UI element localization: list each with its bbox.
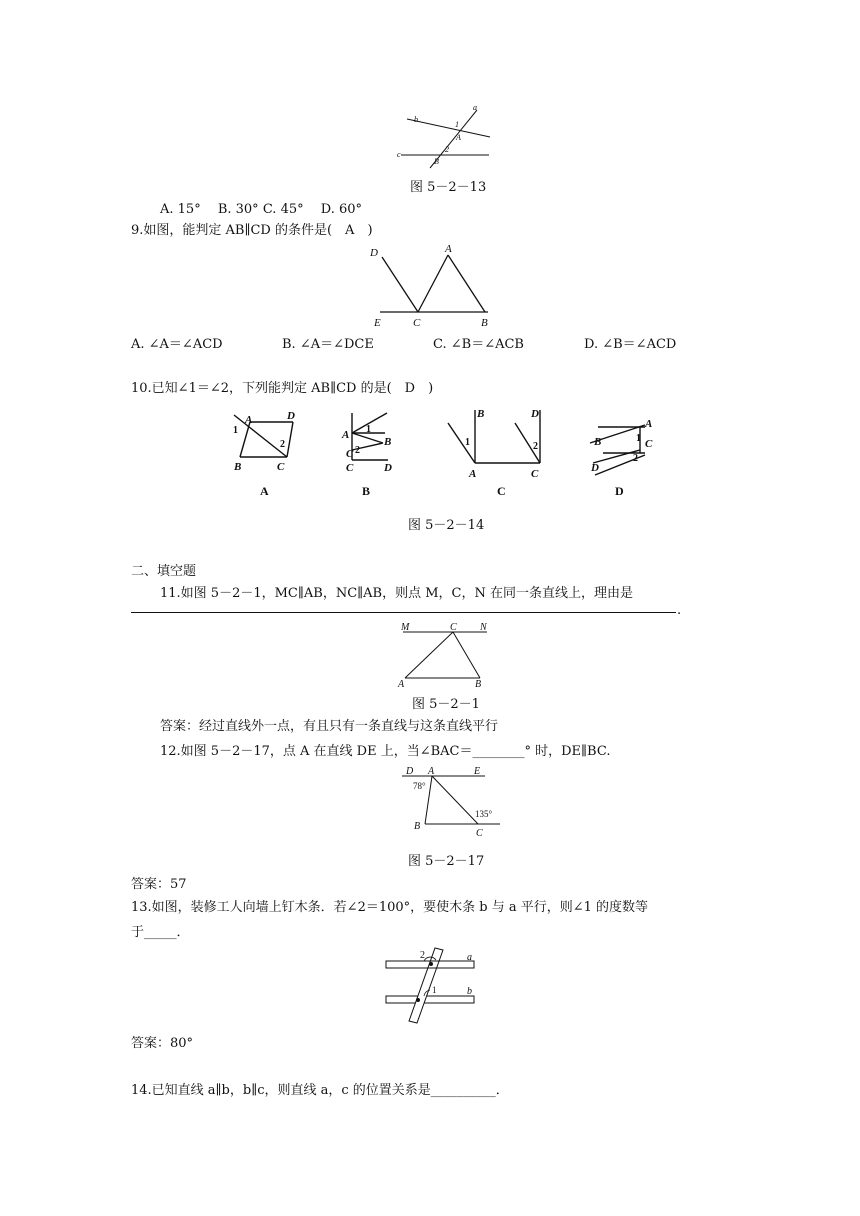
q9-label-C: C: [413, 317, 421, 329]
figure-q9: [368, 240, 498, 330]
svg-text:2: 2: [533, 441, 538, 452]
fig-5-2-17-caption: 图 5－2－17: [408, 854, 485, 869]
q12-stem: 12.如图 5－2－17，点 A 在直线 DE 上，当∠BAC＝________° 时，DE∥BC.: [160, 744, 611, 759]
svg-text:C: C: [497, 484, 506, 498]
q14-stem: 14.已知直线 a∥b，b∥c，则直线 a，c 的位置关系是__________．: [131, 1083, 509, 1098]
fig14-option-d: [590, 418, 653, 498]
svg-text:1: 1: [465, 437, 470, 448]
q9-option-d: D. ∠B＝∠ACD: [584, 337, 677, 352]
svg-text:A: A: [260, 484, 269, 498]
svg-text:1: 1: [233, 425, 238, 436]
svg-text:B: B: [594, 436, 602, 448]
fig14-option-c: [448, 408, 540, 498]
figure-5-2-1: [395, 620, 495, 690]
fig14-option-a: [233, 410, 295, 498]
q12-angle-78: 78°: [413, 781, 426, 791]
svg-text:2: 2: [280, 439, 285, 450]
svg-text:2: 2: [633, 453, 638, 464]
svg-text:A: A: [645, 418, 653, 430]
q12-label-E: E: [474, 766, 481, 777]
q11-blank-line: [131, 612, 676, 613]
q9-label-B: B: [481, 317, 488, 329]
svg-text:C: C: [346, 448, 354, 460]
q12-answer: 答案：57: [131, 877, 187, 892]
fig-5-2-1-caption: 图 5－2－1: [412, 697, 480, 712]
svg-text:B: B: [477, 408, 485, 420]
q11-stem: 11.如图 5－2－1，MC∥AB，NC∥AB，则点 M，C，N 在同一条直线上，理由是: [160, 586, 633, 601]
q12-label-C: C: [476, 828, 483, 839]
q11-label-N: N: [480, 622, 487, 633]
q9-label-D: D: [370, 247, 378, 259]
figure-5-2-14: [225, 405, 665, 500]
svg-text:D: D: [384, 462, 392, 474]
figure-5-2-17: [400, 762, 510, 842]
q9-stem: 9.如图，能判定 AB∥CD 的条件是( A ): [131, 223, 373, 238]
svg-text:1: 1: [636, 433, 641, 444]
q13-label-a: a: [467, 952, 472, 963]
q12-label-D: D: [406, 766, 414, 777]
fig13-label-a: a: [473, 103, 477, 112]
fig13-label-c: c: [397, 150, 401, 159]
svg-text:1: 1: [366, 424, 371, 435]
q9-option-b: B. ∠A＝∠DCE: [282, 337, 374, 352]
fig13-label-1: 1: [455, 120, 459, 129]
svg-text:C: C: [531, 468, 539, 480]
fig13-label-A: A: [456, 133, 461, 142]
q11-label-A: A: [398, 679, 405, 690]
svg-text:B: B: [234, 461, 242, 473]
svg-text:B: B: [384, 436, 392, 448]
svg-text:A: A: [245, 414, 253, 426]
svg-text:A: A: [342, 429, 350, 441]
section-fill-in-title: 二、填空题: [131, 564, 197, 579]
fig14-caption: 图 5－2－14: [408, 518, 485, 533]
svg-text:C: C: [645, 438, 653, 450]
fig13-label-B: B: [434, 157, 439, 166]
q9-option-a: A. ∠A＝∠ACD: [131, 337, 223, 352]
svg-text:D: D: [615, 484, 624, 498]
q13-stem-line1: 13.如图，装修工人向墙上钉木条．若∠2＝100°，要使木条 b 与 a 平行，则∠1 的度数等: [131, 900, 649, 915]
q9-label-A: A: [445, 243, 452, 255]
q13-label-2: 2: [420, 950, 425, 961]
q13-label-b: b: [467, 986, 472, 997]
q12-angle-135: 135°: [475, 809, 493, 819]
q11-label-M: M: [401, 622, 410, 633]
q11-label-B: B: [475, 679, 482, 690]
fig13-label-b: b: [414, 115, 418, 124]
q13-label-1: 1: [432, 985, 437, 995]
q11-label-C: C: [450, 622, 457, 633]
svg-text:D: D: [591, 462, 599, 474]
svg-text:D: D: [287, 410, 295, 422]
q9-option-c: C. ∠B＝∠ACB: [433, 337, 524, 352]
fig13-label-2: 2: [445, 145, 449, 154]
q11-answer: 答案：经过直线外一点，有且只有一条直线与这条直线平行: [160, 719, 499, 734]
svg-text:C: C: [277, 461, 285, 473]
q12-label-A: A: [428, 766, 435, 777]
svg-text:D: D: [531, 408, 539, 420]
svg-text:B: B: [362, 484, 371, 498]
svg-text:2: 2: [355, 445, 360, 456]
figure-q13-wood-strips: [380, 943, 495, 1028]
fig14-option-b: [341, 413, 392, 498]
q13-answer: 答案：80°: [131, 1036, 194, 1051]
svg-text:C: C: [346, 462, 354, 474]
figure-5-2-13: [395, 100, 495, 172]
svg-text:A: A: [469, 468, 477, 480]
q9-label-E: E: [374, 317, 381, 329]
q12-label-B: B: [414, 821, 421, 832]
q8-options: A. 15° B. 30° C. 45° D. 60°: [160, 202, 363, 217]
q10-stem: 10.已知∠1＝∠2，下列能判定 AB∥CD 的是( D ): [131, 381, 434, 396]
q13-stem-line2: 于_____．: [131, 925, 190, 940]
fig13-caption: 图 5－2－13: [410, 180, 487, 195]
